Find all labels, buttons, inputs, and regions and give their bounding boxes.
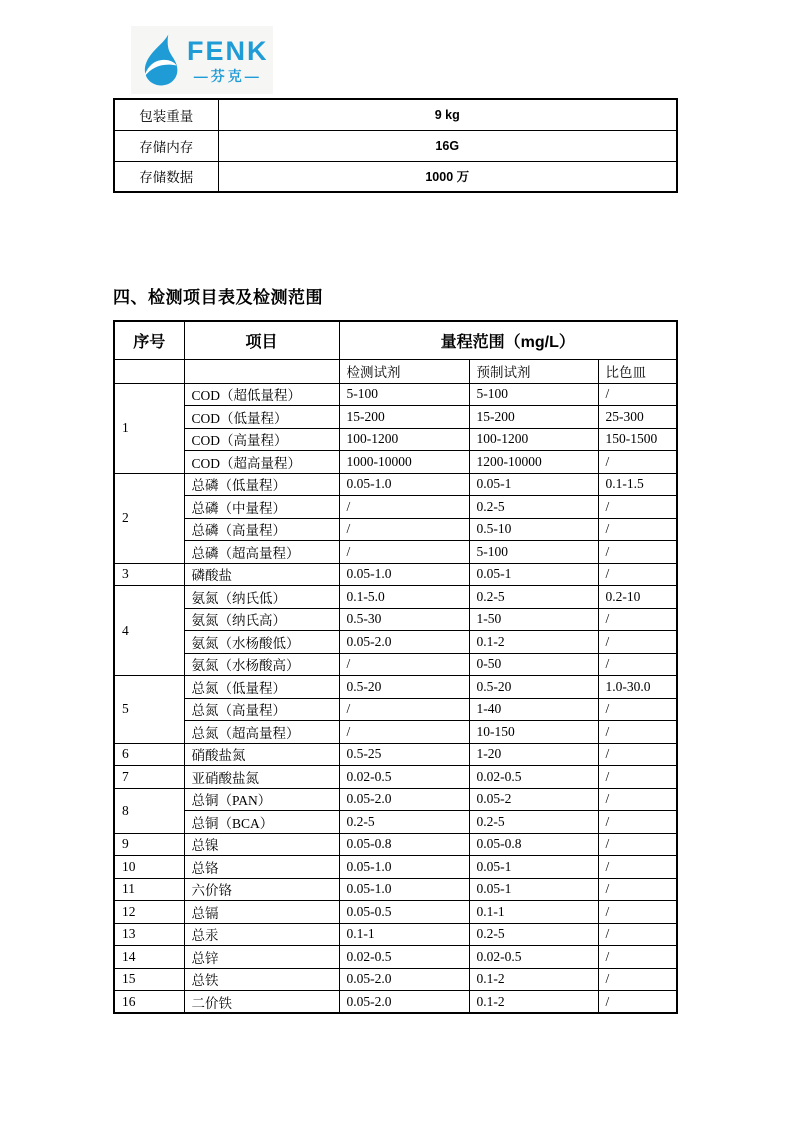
- table-row: [114, 563, 677, 586]
- table-row: [114, 676, 677, 699]
- cuvette-range-cell: /: [598, 833, 677, 856]
- premade-range-cell: 1200-10000: [469, 451, 598, 474]
- cuvette-range-cell: /: [598, 991, 677, 1014]
- spec-label: 存储内存: [114, 130, 218, 161]
- reagent-range-cell: 0.05-2.0: [339, 991, 469, 1014]
- reagent-range-cell: 15-200: [339, 406, 469, 429]
- item-cell: 总磷（超高量程）: [184, 541, 339, 564]
- premade-range-cell: 0.1-2: [469, 631, 598, 654]
- row-index-cell: 1: [114, 383, 184, 473]
- detection-table-body: [114, 383, 677, 1013]
- section-heading: 四、检测项目表及检测范围: [113, 288, 323, 307]
- table-row: [114, 608, 677, 631]
- row-index-cell: 3: [114, 563, 184, 586]
- row-index-cell: 4: [114, 586, 184, 676]
- item-cell: 总氮（超高量程）: [184, 721, 339, 744]
- item-cell: 六价铬: [184, 878, 339, 901]
- item-cell: 总铬: [184, 856, 339, 879]
- subheader-empty: [184, 359, 339, 383]
- row-index-cell: 5: [114, 676, 184, 744]
- cuvette-range-cell: /: [598, 923, 677, 946]
- table-row: [114, 518, 677, 541]
- brand-name-chinese: —芬克—: [193, 67, 262, 84]
- reagent-range-cell: 0.2-5: [339, 811, 469, 834]
- item-cell: 氨氮（纳氏高）: [184, 608, 339, 631]
- row-index-cell: 16: [114, 991, 184, 1014]
- reagent-range-cell: 0.02-0.5: [339, 766, 469, 789]
- reagent-range-cell: /: [339, 698, 469, 721]
- premade-range-cell: 1-50: [469, 608, 598, 631]
- cuvette-range-cell: /: [598, 541, 677, 564]
- cuvette-range-cell: 0.1-1.5: [598, 473, 677, 496]
- item-cell: 总汞: [184, 923, 339, 946]
- cuvette-range-cell: /: [598, 811, 677, 834]
- cuvette-range-cell: /: [598, 563, 677, 586]
- cuvette-range-cell: /: [598, 653, 677, 676]
- subheader-cuvette: 比色皿: [598, 359, 677, 383]
- row-index-cell: 13: [114, 923, 184, 946]
- header-index: 序号: [114, 321, 184, 359]
- item-cell: COD（超高量程）: [184, 451, 339, 474]
- table-row: [114, 473, 677, 496]
- cuvette-range-cell: /: [598, 631, 677, 654]
- item-cell: 总镍: [184, 833, 339, 856]
- reagent-range-cell: /: [339, 496, 469, 519]
- spec-label: 包装重量: [114, 99, 218, 130]
- table-row: [114, 811, 677, 834]
- item-cell: 总铜（BCA）: [184, 811, 339, 834]
- premade-range-cell: 0.05-1: [469, 878, 598, 901]
- item-cell: COD（超低量程）: [184, 383, 339, 406]
- item-cell: 氨氮（纳氏低）: [184, 586, 339, 609]
- premade-range-cell: 0.05-1: [469, 473, 598, 496]
- spec-table: [113, 98, 678, 193]
- reagent-range-cell: 0.02-0.5: [339, 946, 469, 969]
- table-row: [114, 653, 677, 676]
- cuvette-range-cell: 150-1500: [598, 428, 677, 451]
- cuvette-range-cell: /: [598, 451, 677, 474]
- subheader-premade: 预制试剂: [469, 359, 598, 383]
- premade-range-cell: 0.1-2: [469, 991, 598, 1014]
- premade-range-cell: 5-100: [469, 541, 598, 564]
- table-row: [114, 991, 677, 1014]
- table-row: [114, 946, 677, 969]
- item-cell: 总锌: [184, 946, 339, 969]
- reagent-range-cell: 0.1-5.0: [339, 586, 469, 609]
- reagent-range-cell: /: [339, 653, 469, 676]
- water-drop-icon: [141, 32, 181, 88]
- item-cell: 氨氮（水杨酸低）: [184, 631, 339, 654]
- premade-range-cell: 1-40: [469, 698, 598, 721]
- table-header-row: [114, 321, 677, 359]
- spec-value: 1000 万: [218, 161, 677, 192]
- row-index-cell: 8: [114, 788, 184, 833]
- premade-range-cell: 0.2-5: [469, 586, 598, 609]
- premade-range-cell: 15-200: [469, 406, 598, 429]
- table-row: [114, 383, 677, 406]
- reagent-range-cell: 5-100: [339, 383, 469, 406]
- table-row: [114, 788, 677, 811]
- item-cell: COD（高量程）: [184, 428, 339, 451]
- premade-range-cell: 0.1-2: [469, 968, 598, 991]
- row-index-cell: 7: [114, 766, 184, 789]
- reagent-range-cell: 0.5-25: [339, 743, 469, 766]
- reagent-range-cell: /: [339, 541, 469, 564]
- premade-range-cell: 0.2-5: [469, 923, 598, 946]
- table-subheader-row: [114, 359, 677, 383]
- cuvette-range-cell: /: [598, 518, 677, 541]
- row-index-cell: 9: [114, 833, 184, 856]
- item-cell: 总磷（低量程）: [184, 473, 339, 496]
- row-index-cell: 6: [114, 743, 184, 766]
- reagent-range-cell: 0.5-20: [339, 676, 469, 699]
- company-logo: [131, 26, 273, 94]
- row-index-cell: 15: [114, 968, 184, 991]
- cuvette-range-cell: /: [598, 496, 677, 519]
- cuvette-range-cell: /: [598, 721, 677, 744]
- premade-range-cell: 0.05-1: [469, 563, 598, 586]
- table-row: [114, 743, 677, 766]
- cuvette-range-cell: /: [598, 788, 677, 811]
- premade-range-cell: 0.05-0.8: [469, 833, 598, 856]
- premade-range-cell: 1-20: [469, 743, 598, 766]
- reagent-range-cell: 0.1-1: [339, 923, 469, 946]
- reagent-range-cell: 0.05-2.0: [339, 968, 469, 991]
- cuvette-range-cell: 1.0-30.0: [598, 676, 677, 699]
- row-index-cell: 2: [114, 473, 184, 563]
- item-cell: 总镉: [184, 901, 339, 924]
- subheader-empty: [114, 359, 184, 383]
- table-row: [114, 878, 677, 901]
- cuvette-range-cell: /: [598, 901, 677, 924]
- table-row: [114, 901, 677, 924]
- premade-range-cell: 0.2-5: [469, 496, 598, 519]
- table-row: [114, 496, 677, 519]
- item-cell: 磷酸盐: [184, 563, 339, 586]
- premade-range-cell: 5-100: [469, 383, 598, 406]
- table-row: [114, 541, 677, 564]
- header-range: 量程范围（mg/L）: [339, 321, 677, 359]
- premade-range-cell: 0.5-10: [469, 518, 598, 541]
- item-cell: 总氮（低量程）: [184, 676, 339, 699]
- premade-range-cell: 10-150: [469, 721, 598, 744]
- premade-range-cell: 100-1200: [469, 428, 598, 451]
- premade-range-cell: 0.2-5: [469, 811, 598, 834]
- brand-name: FENK: [187, 35, 269, 66]
- table-row: [114, 721, 677, 744]
- item-cell: 总铜（PAN）: [184, 788, 339, 811]
- row-index-cell: 12: [114, 901, 184, 924]
- premade-range-cell: 0.02-0.5: [469, 766, 598, 789]
- item-cell: COD（低量程）: [184, 406, 339, 429]
- premade-range-cell: 0.05-2: [469, 788, 598, 811]
- spec-value: 16G: [218, 130, 677, 161]
- cuvette-range-cell: /: [598, 878, 677, 901]
- cuvette-range-cell: /: [598, 383, 677, 406]
- premade-range-cell: 0.5-20: [469, 676, 598, 699]
- table-row: [114, 698, 677, 721]
- cuvette-range-cell: /: [598, 856, 677, 879]
- reagent-range-cell: 0.05-1.0: [339, 563, 469, 586]
- subheader-reagent: 检测试剂: [339, 359, 469, 383]
- header-item: 项目: [184, 321, 339, 359]
- table-row: [114, 451, 677, 474]
- row-index-cell: 14: [114, 946, 184, 969]
- cuvette-range-cell: 25-300: [598, 406, 677, 429]
- premade-range-cell: 0.02-0.5: [469, 946, 598, 969]
- reagent-range-cell: /: [339, 518, 469, 541]
- item-cell: 氨氮（水杨酸高）: [184, 653, 339, 676]
- reagent-range-cell: 0.5-30: [339, 608, 469, 631]
- table-row: [114, 856, 677, 879]
- item-cell: 硝酸盐氮: [184, 743, 339, 766]
- cuvette-range-cell: /: [598, 698, 677, 721]
- spec-value: 9 kg: [218, 99, 677, 130]
- cuvette-range-cell: /: [598, 608, 677, 631]
- item-cell: 二价铁: [184, 991, 339, 1014]
- row-index-cell: 11: [114, 878, 184, 901]
- reagent-range-cell: 0.05-1.0: [339, 878, 469, 901]
- cuvette-range-cell: /: [598, 968, 677, 991]
- reagent-range-cell: 0.05-0.8: [339, 833, 469, 856]
- reagent-range-cell: 0.05-0.5: [339, 901, 469, 924]
- table-row: [114, 833, 677, 856]
- premade-range-cell: 0.05-1: [469, 856, 598, 879]
- reagent-range-cell: /: [339, 721, 469, 744]
- logo-text: [187, 35, 269, 84]
- item-cell: 总氮（高量程）: [184, 698, 339, 721]
- reagent-range-cell: 0.05-1.0: [339, 473, 469, 496]
- item-cell: 总铁: [184, 968, 339, 991]
- reagent-range-cell: 100-1200: [339, 428, 469, 451]
- table-row: [114, 631, 677, 654]
- premade-range-cell: 0.1-1: [469, 901, 598, 924]
- item-cell: 亚硝酸盐氮: [184, 766, 339, 789]
- table-row: [114, 586, 677, 609]
- cuvette-range-cell: /: [598, 743, 677, 766]
- table-row: [114, 923, 677, 946]
- table-row: [114, 99, 677, 130]
- spec-label: 存储数据: [114, 161, 218, 192]
- table-row: [114, 428, 677, 451]
- premade-range-cell: 0-50: [469, 653, 598, 676]
- reagent-range-cell: 0.05-1.0: [339, 856, 469, 879]
- row-index-cell: 10: [114, 856, 184, 879]
- item-cell: 总磷（中量程）: [184, 496, 339, 519]
- table-row: [114, 161, 677, 192]
- reagent-range-cell: 0.05-2.0: [339, 631, 469, 654]
- cuvette-range-cell: /: [598, 946, 677, 969]
- item-cell: 总磷（高量程）: [184, 518, 339, 541]
- table-row: [114, 130, 677, 161]
- table-row: [114, 968, 677, 991]
- reagent-range-cell: 0.05-2.0: [339, 788, 469, 811]
- table-row: [114, 406, 677, 429]
- reagent-range-cell: 1000-10000: [339, 451, 469, 474]
- cuvette-range-cell: 0.2-10: [598, 586, 677, 609]
- cuvette-range-cell: /: [598, 766, 677, 789]
- table-row: [114, 766, 677, 789]
- detection-range-table: [113, 320, 678, 1014]
